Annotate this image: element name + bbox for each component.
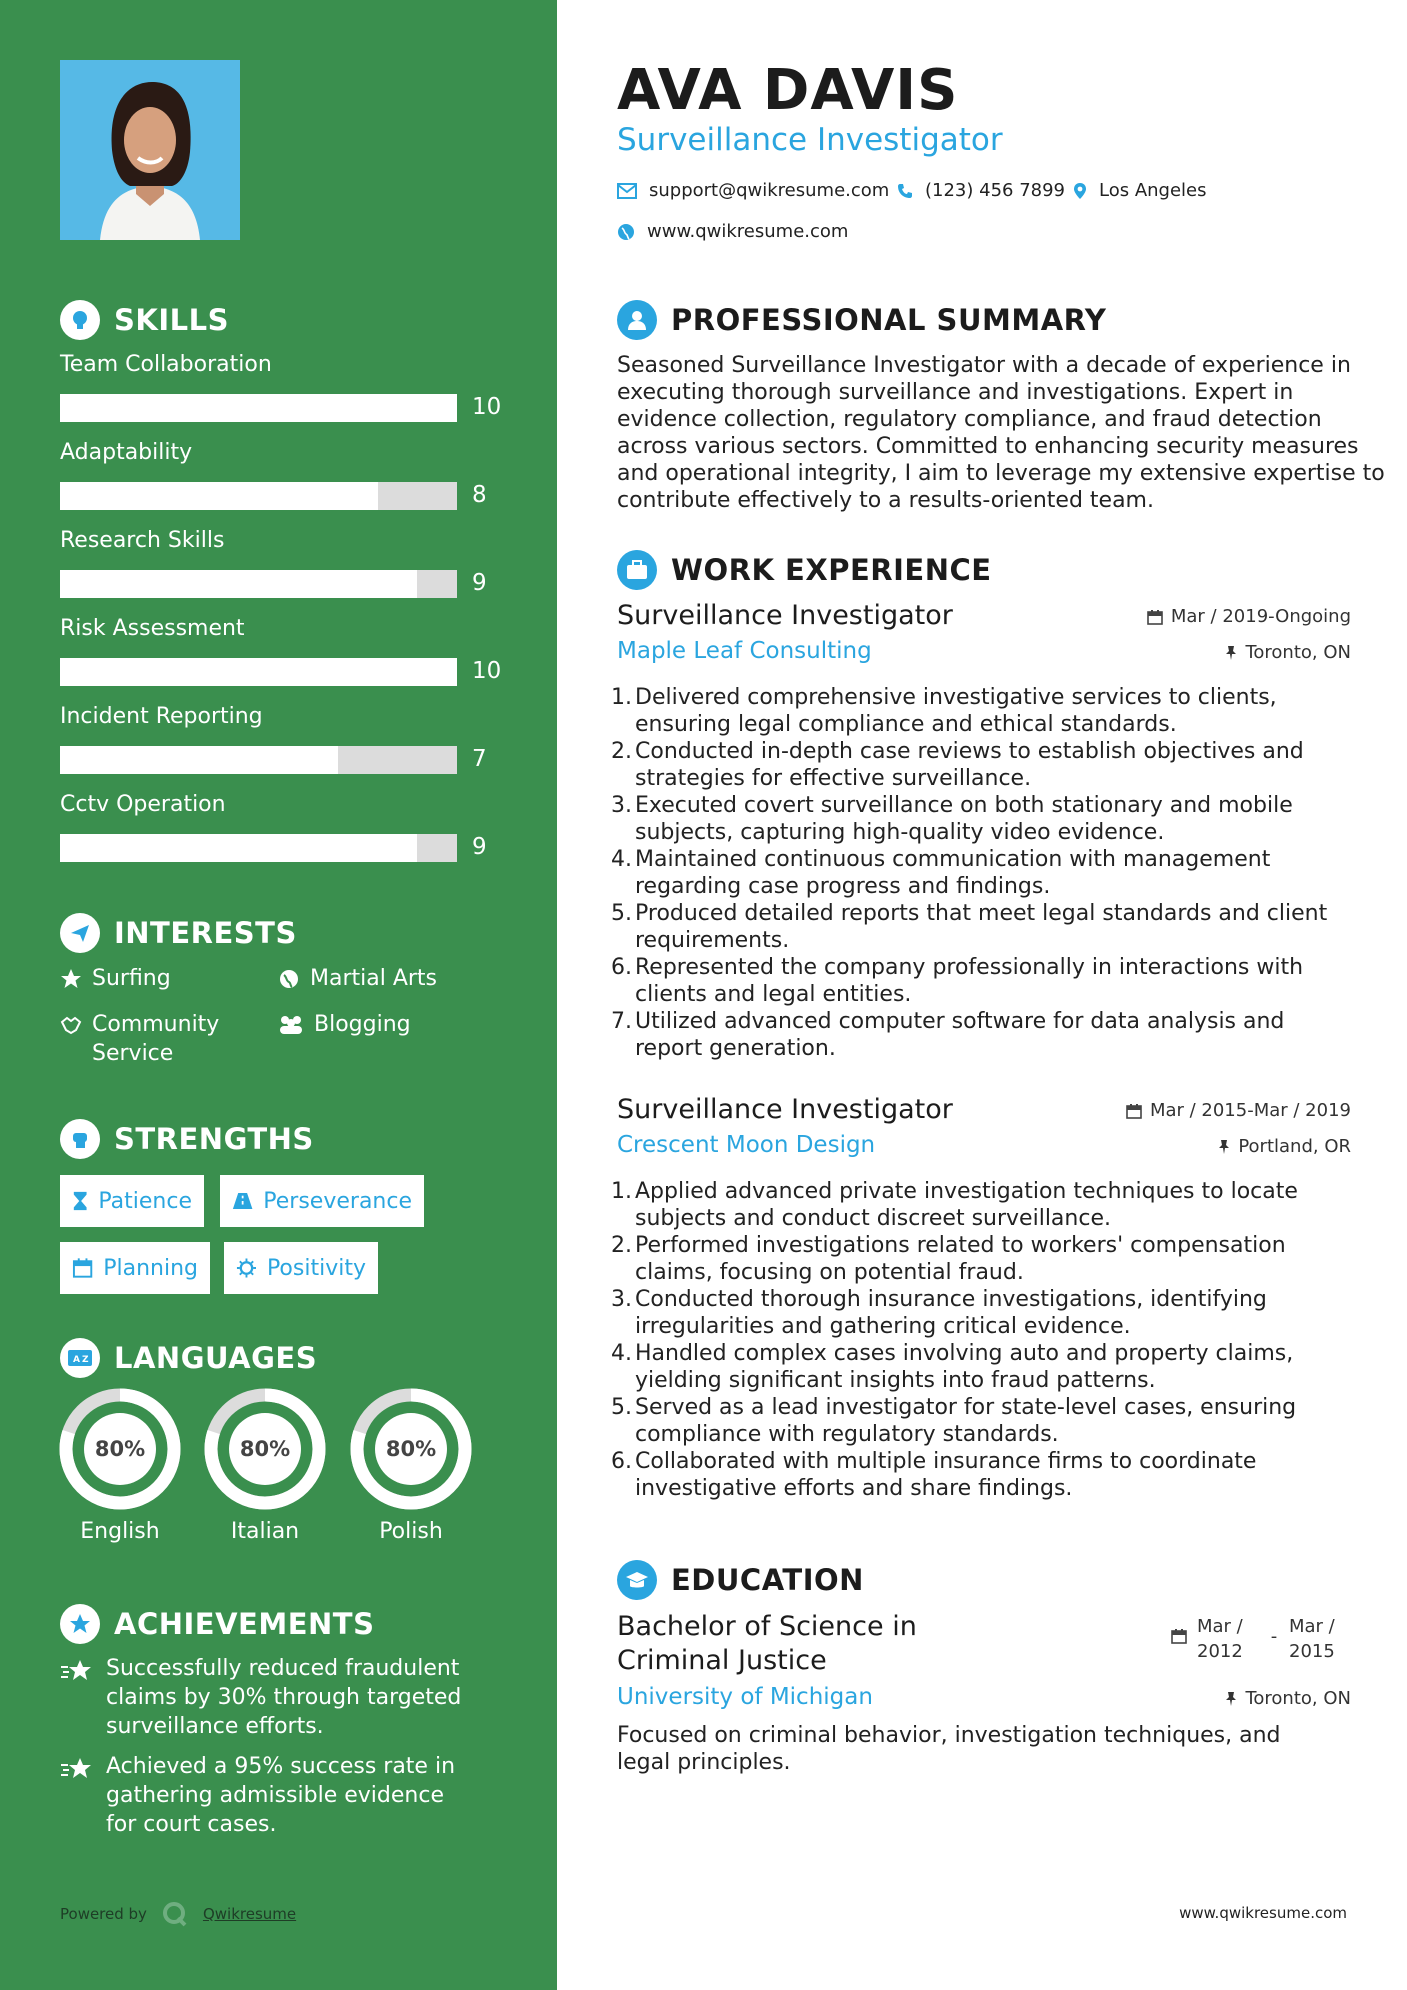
summary-text: Seasoned Surveillance Investigator with a decade of experience in executing thorough surveillance and investigations. Expert in evidence collection, regulatory compliance, and fraud detection across various sectors. Committed to enhancing security measures and operational integrity, I aim to leverage my extensive expertise to contribute effectively to a results-oriented team. <box>617 353 1385 513</box>
skill-label: Incident Reporting <box>60 704 263 729</box>
skill-label: Team Collaboration <box>60 352 272 377</box>
skill-bar-fill <box>60 394 457 422</box>
job-bullet: 1. Delivered comprehensive investigative services to clients, ensuring legal compliance and ethical standards. <box>611 684 1351 738</box>
avatar <box>60 60 240 240</box>
bullet-text: Represented the company professionally in interactions with clients and legal entities. <box>635 955 1304 1007</box>
job-entry <box>611 600 1351 1070</box>
section-title: INTERESTS <box>114 916 297 950</box>
skill-label: Risk Assessment <box>60 616 245 641</box>
calendar-icon <box>1126 1103 1142 1119</box>
skill-item <box>60 352 520 440</box>
qwikresume-logo-icon <box>161 1900 189 1928</box>
section-title: SKILLS <box>114 303 229 337</box>
globe-icon <box>617 223 635 241</box>
skill-value: 9 <box>472 834 487 860</box>
interest-item <box>60 1010 240 1068</box>
language-item <box>203 1387 327 1555</box>
sun-icon <box>236 1257 257 1279</box>
skill-bar-track <box>60 834 457 862</box>
skill-value: 9 <box>472 570 487 596</box>
fist-icon <box>60 1119 100 1159</box>
strength-chip <box>220 1175 424 1227</box>
job-role: Surveillance Investigator <box>617 1094 953 1125</box>
job-date <box>1126 1100 1351 1121</box>
skill-value: 10 <box>472 658 502 684</box>
trophy-icon <box>60 1604 100 1644</box>
language-item <box>349 1387 473 1555</box>
education-end-year: 2015 <box>1289 1641 1335 1662</box>
skill-bar-fill <box>60 482 378 510</box>
candidate-title: Surveillance Investigator <box>617 122 1003 158</box>
section-title: STRENGTHS <box>114 1122 314 1156</box>
job-bullet: 1. Applied advanced private investigation techniques to locate subjects and conduct discreet surveillance. <box>611 1178 1351 1232</box>
graduation-cap-icon <box>617 1560 657 1600</box>
language-percent: 80% <box>239 1437 291 1461</box>
job-bullet: 5. Produced detailed reports that meet legal standards and client requirements. <box>611 900 1351 954</box>
job-date-text: Mar / 2019-Ongoing <box>1170 606 1351 627</box>
achievement-star-icon <box>60 1756 94 1782</box>
users-icon <box>278 1014 304 1036</box>
skill-bar-fill <box>60 658 457 686</box>
language-percent: 80% <box>385 1437 437 1461</box>
skill-item <box>60 792 520 880</box>
education-degree: Bachelor of Science in Criminal Justice <box>617 1611 917 1676</box>
job-location-text: Toronto, ON <box>1245 642 1351 663</box>
lightbulb-icon <box>60 300 100 340</box>
section-title: PROFESSIONAL SUMMARY <box>671 303 1107 337</box>
main-content <box>557 0 1407 1990</box>
bullet-text: Maintained continuous communication with management regarding case progress and findings. <box>635 847 1271 899</box>
sidebar <box>0 0 557 1990</box>
contact-location <box>1073 180 1207 201</box>
strength-chip <box>60 1175 204 1227</box>
strength-label: Planning <box>103 1255 198 1281</box>
website-text: www.qwikresume.com <box>647 221 849 242</box>
bullet-text: Executed covert surveillance on both stationary and mobile subjects, capturing high-quality video evidence. <box>635 793 1293 845</box>
skill-bar-track <box>60 482 457 510</box>
bullet-text: Handled complex cases involving auto and property claims, yielding significant insights into fraud patterns. <box>635 1341 1294 1393</box>
job-bullet: 7. Utilized advanced computer software for data analysis and report generation. <box>611 1008 1351 1062</box>
skill-bar-fill <box>60 834 417 862</box>
bullet-text: Collaborated with multiple insurance firms to coordinate investigative efforts and share findings. <box>635 1449 1257 1501</box>
job-bullet: 6. Represented the company professionally in interactions with clients and legal entities. <box>611 954 1351 1008</box>
skill-item <box>60 440 520 528</box>
education-start-label: Mar / <box>1197 1616 1243 1637</box>
strength-chip <box>60 1242 210 1294</box>
pin-icon <box>1218 1139 1230 1155</box>
contact-website[interactable] <box>617 221 848 242</box>
contact-email[interactable] <box>617 180 889 201</box>
skill-value: 7 <box>472 746 487 772</box>
hourglass-icon <box>72 1190 88 1212</box>
strength-label: Positivity <box>266 1255 366 1281</box>
svg-text:A: A <box>73 1355 80 1365</box>
road-icon <box>232 1191 253 1211</box>
language-label: English <box>80 1519 160 1544</box>
strength-label: Patience <box>98 1188 192 1214</box>
bullet-text: Produced detailed reports that meet legal standards and client requirements. <box>635 901 1328 953</box>
strength-label: Perseverance <box>263 1188 412 1214</box>
section-title: ACHIEVEMENTS <box>114 1607 375 1641</box>
skills-heading <box>60 300 229 340</box>
bullet-text: Performed investigations related to workers' compensation claims, focusing on potential fraud. <box>635 1233 1286 1285</box>
footer-website[interactable]: www.qwikresume.com <box>1179 1904 1347 1922</box>
bullet-text: Utilized advanced computer software for data analysis and report generation. <box>635 1009 1285 1061</box>
skill-bar-track <box>60 658 457 686</box>
globe-icon <box>278 968 300 990</box>
skill-bar-track <box>60 570 457 598</box>
language-icon <box>60 1338 100 1378</box>
map-marker-icon <box>1073 182 1087 200</box>
star-icon <box>60 968 82 990</box>
interests-heading <box>60 913 297 953</box>
job-entry <box>611 1094 1351 1514</box>
achievement-text: Successfully reduced fraudulent claims by 30% through targeted surveillance efforts. <box>106 1656 462 1739</box>
job-bullet: 4. Maintained continuous communication with management regarding case progress and findings. <box>611 846 1351 900</box>
bullet-text: Delivered comprehensive investigative services to clients, ensuring legal compliance and ethical standards. <box>635 685 1277 737</box>
job-bullet: 2. Conducted in-depth case reviews to establish objectives and strategies for effective surveillance. <box>611 738 1351 792</box>
powered-by <box>60 1900 296 1928</box>
education-entry <box>617 1610 1351 1780</box>
achievement-item <box>60 1654 480 1741</box>
phone-text: (123) 456 7899 <box>925 180 1066 201</box>
handshake-icon <box>60 1014 82 1036</box>
job-location-text: Portland, OR <box>1238 1136 1351 1157</box>
job-company: Maple Leaf Consulting <box>617 638 872 664</box>
skill-bar-fill <box>60 746 338 774</box>
achievement-item <box>60 1752 480 1839</box>
summary-heading <box>617 300 1106 340</box>
achievements-heading <box>60 1604 374 1644</box>
job-bullets <box>611 1178 1351 1502</box>
job-date <box>1147 606 1351 627</box>
job-bullet: 5. Served as a lead investigator for state-level cases, ensuring compliance with regulatory standards. <box>611 1394 1351 1448</box>
calendar-icon <box>1171 1628 1187 1644</box>
job-location <box>1218 1136 1351 1157</box>
interest-item <box>60 964 171 993</box>
skill-value: 10 <box>472 394 502 420</box>
section-title: LANGUAGES <box>114 1341 318 1375</box>
paper-plane-icon <box>60 913 100 953</box>
skill-bar-fill <box>60 570 417 598</box>
achievement-text: Achieved a 95% success rate in gathering admissible evidence for court cases. <box>106 1754 456 1837</box>
candidate-name: AVA DAVIS <box>617 58 959 123</box>
bullet-text: Conducted thorough insurance investigations, identifying irregularities and gathering critical evidence. <box>635 1287 1267 1339</box>
interest-label: Community Service <box>92 1012 220 1066</box>
job-location <box>1225 642 1351 663</box>
job-date-text: Mar / 2015-Mar / 2019 <box>1149 1100 1351 1121</box>
skill-item <box>60 616 520 704</box>
education-description: Focused on criminal behavior, investigation techniques, and legal principles. <box>617 1723 1281 1775</box>
skill-bar-track <box>60 394 457 422</box>
profile-photo <box>60 60 240 240</box>
calendar-icon <box>72 1257 93 1279</box>
skill-bar-track <box>60 746 457 774</box>
calendar-icon <box>1147 609 1163 625</box>
job-bullet: 2. Performed investigations related to workers' compensation claims, focusing on potential fraud. <box>611 1232 1351 1286</box>
education-start <box>1197 1614 1259 1664</box>
education-date <box>1171 1614 1351 1664</box>
job-bullet: 4. Handled complex cases involving auto and property claims, yielding significant insights into fraud patterns. <box>611 1340 1351 1394</box>
skill-label: Cctv Operation <box>60 792 226 817</box>
email-text: support@qwikresume.com <box>649 180 890 201</box>
education-end-label: Mar / <box>1289 1616 1335 1637</box>
education-date-separator: - <box>1270 1626 1278 1647</box>
skill-value: 8 <box>472 482 487 508</box>
job-bullets <box>611 684 1351 1062</box>
interest-item <box>278 1010 411 1039</box>
powered-by-label: Powered by <box>60 1905 147 1923</box>
job-bullet: 6. Collaborated with multiple insurance firms to coordinate investigative efforts and share findings. <box>611 1448 1351 1502</box>
bullet-text: Served as a lead investigator for state-level cases, ensuring compliance with regulatory standards. <box>635 1395 1297 1447</box>
pin-icon <box>1225 1691 1237 1707</box>
languages-heading <box>60 1338 317 1378</box>
briefcase-icon <box>617 550 657 590</box>
education-start-year: 2012 <box>1197 1641 1243 1662</box>
language-percent: 80% <box>94 1437 146 1461</box>
pin-icon <box>1225 645 1237 661</box>
envelope-icon <box>617 183 637 199</box>
bullet-text: Applied advanced private investigation techniques to locate subjects and conduct discreet surveillance. <box>635 1179 1298 1231</box>
skill-label: Research Skills <box>60 528 225 553</box>
contact-phone[interactable] <box>897 180 1065 201</box>
education-location-text: Toronto, ON <box>1245 1688 1351 1709</box>
education-end <box>1289 1614 1351 1664</box>
achievement-star-icon <box>60 1658 94 1684</box>
education-school: University of Michigan <box>617 1684 873 1710</box>
language-label: Italian <box>230 1519 300 1544</box>
bullet-text: Conducted in-depth case reviews to establish objectives and strategies for effective surveillance. <box>635 739 1304 791</box>
section-title: EDUCATION <box>671 1563 864 1597</box>
interest-label: Blogging <box>314 1012 411 1037</box>
job-company: Crescent Moon Design <box>617 1132 876 1158</box>
section-title: WORK EXPERIENCE <box>671 553 992 587</box>
interest-label: Surfing <box>92 966 171 991</box>
education-heading <box>617 1560 864 1600</box>
user-icon <box>617 300 657 340</box>
skill-label: Adaptability <box>60 440 193 465</box>
interest-label: Martial Arts <box>310 966 438 991</box>
skill-item <box>60 704 520 792</box>
svg-text:Z: Z <box>82 1355 89 1365</box>
skill-item <box>60 528 520 616</box>
language-item <box>58 1387 182 1555</box>
interest-item <box>278 964 437 993</box>
phone-icon <box>897 183 913 199</box>
job-bullet: 3. Conducted thorough insurance investigations, identifying irregularities and gathering critical evidence. <box>611 1286 1351 1340</box>
location-text: Los Angeles <box>1099 180 1207 201</box>
experience-heading <box>617 550 992 590</box>
job-role: Surveillance Investigator <box>617 600 953 631</box>
job-bullet: 3. Executed covert surveillance on both stationary and mobile subjects, capturing high-quality video evidence. <box>611 792 1351 846</box>
strength-chip <box>224 1242 378 1294</box>
strengths-heading <box>60 1119 314 1159</box>
language-label: Polish <box>379 1519 443 1544</box>
qwikresume-link[interactable]: Qwikresume <box>202 1905 297 1923</box>
education-location <box>1225 1688 1351 1709</box>
